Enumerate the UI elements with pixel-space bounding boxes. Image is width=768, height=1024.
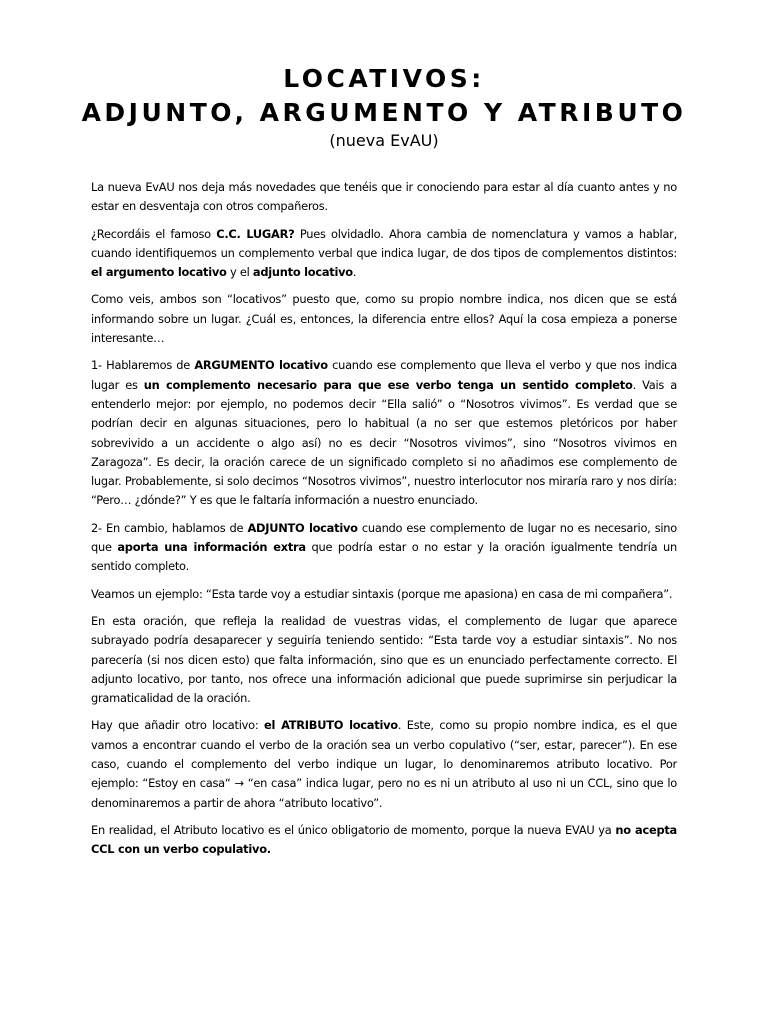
text-segment: . Vais a entenderlo mejor: por ejemplo, no podemos decir “Ella salió” o “Nosotros vivimos”. Es verdad que se podrían decir en algunas situaciones, pero lo habitual (a no ser que estemos pletóricos por haber sobrevivido a un accidente o algo así) no es decir “Nosotros vivimos”, sino “Nosotros vivimos en Zaragoza”. Es decir, la oración carece de un significado completo si no añadimos ese complemento de lugar. Probablemente, si solo decimos “Nosotros vivimos”, nuestro interlocutor nos miraría raro y nos diría: “Pero… ¿dónde?” Y es que le faltaría información a nuestro enunciado.: [91, 377, 677, 508]
text-segment: que podría estar o no estar y la oración igualmente tendría un sentido completo.: [91, 540, 677, 574]
text-segment: Pues olvidadlo. Ahora cambia de nomenclatura y vamos a hablar, cuando identifiquemos un complemento verbal que indica lugar, de dos tipos de complementos distintos:: [91, 226, 677, 260]
text-segment: y el: [226, 265, 253, 280]
emphasis-cc-lugar: C.C. LUGAR?: [216, 226, 295, 241]
emphasis-complemento-necesario: un complemento necesario para que ese verbo tenga un sentido completo: [143, 377, 633, 392]
paragraph-locativos-text: Como veis, ambos son “locativos” puesto que, como su propio nombre indica, nos dicen que se está informando sobre un lugar. ¿Cuál es, entonces, la diferencia entre ellos? Aquí la cosa empieza a ponerse interesante…: [91, 292, 677, 346]
paragraph-cc-lugar: [91, 225, 677, 283]
text-segment: Hay que añadir otro locativo:: [91, 718, 265, 733]
emphasis-argumento-term: ARGUMENTO locativo: [194, 358, 328, 373]
emphasis-argumento-locativo: el argumento locativo: [91, 265, 227, 280]
document-title-line-2: ADJUNTO, ARGUMENTO Y ATRIBUTO: [81, 98, 687, 127]
paragraph-intro: [91, 178, 677, 217]
text-segment: cuando ese complemento de lugar no es necesario, sino que: [91, 520, 677, 555]
paragraph-conclusion: [91, 821, 677, 860]
paragraph-ejemplo-text: Veamos un ejemplo: “Esta tarde voy a estudiar sintaxis (porque me apasiona) en casa de mi compañera”.: [91, 586, 673, 601]
text-segment: En realidad, el Atributo locativo es el único obligatorio de momento, porque la nueva EVAU ya: [91, 822, 616, 837]
document-header: [0, 62, 768, 151]
text-segment: .: [352, 265, 357, 280]
emphasis-informacion-extra: aporta una información extra: [117, 540, 306, 555]
paragraph-adjunto: [91, 519, 677, 577]
document-subtitle: (nueva EvAU): [329, 131, 439, 150]
text-segment: ¿Recordáis el famoso: [91, 226, 217, 241]
document-title-line-1: LOCATIVOS:: [283, 64, 485, 93]
emphasis-no-acepta-ccl: no acepta CCL con un verbo copulativo.: [91, 822, 677, 857]
paragraph-argumento: [91, 356, 677, 510]
emphasis-atributo-term: el ATRIBUTO locativo: [264, 718, 398, 733]
emphasis-adjunto-locativo: adjunto locativo: [252, 265, 353, 280]
document-body: [91, 178, 677, 868]
paragraph-explicacion-text: En esta oración, que refleja la realidad de vuestras vidas, el complemento de lugar que aparece subrayado podría desaparecer y seguiría teniendo sentido: “Esta tarde voy a estudiar sintaxis”. No nos parecería (si nos dicen esto) que falta información, sino que es un enunciado perfectamente correcto. El adjunto locativo, por tanto, nos ofrece una información adicional que puede suprimirse sin perjudicar la gramaticalidad de la oración.: [91, 613, 677, 706]
paragraph-locativos: [91, 290, 677, 348]
paragraph-intro-text: La nueva EvAU nos deja más novedades que tenéis que ir conociendo para estar al día cuanto antes y no estar en desventaja con otros compañeros.: [91, 180, 677, 214]
paragraph-ejemplo: [91, 585, 677, 604]
text-segment: 1- Hablaremos de: [91, 358, 195, 373]
emphasis-adjunto-term: ADJUNTO locativo: [247, 520, 358, 535]
text-segment: cuando ese complemento que lleva el verbo y que nos indica lugar es: [91, 358, 677, 392]
text-segment: 2- En cambio, hablamos de: [91, 520, 248, 535]
paragraph-explicacion: [91, 612, 677, 708]
paragraph-atributo: [91, 716, 677, 812]
text-segment: . Este, como su propio nombre indica, es el que vamos a encontrar cuando el verbo de la oración sea un verbo copulativo (“ser, estar, parecer”). En ese caso, cuando el complemento del verbo indique un lugar, lo denominaremos atributo locativo. Por ejemplo: “Estoy en casa“ → “en casa” indica lugar, pero no es ni un atributo al uso ni un CCL, sino que lo denominaremos a partir de ahora “atributo locativo”.: [91, 718, 677, 810]
